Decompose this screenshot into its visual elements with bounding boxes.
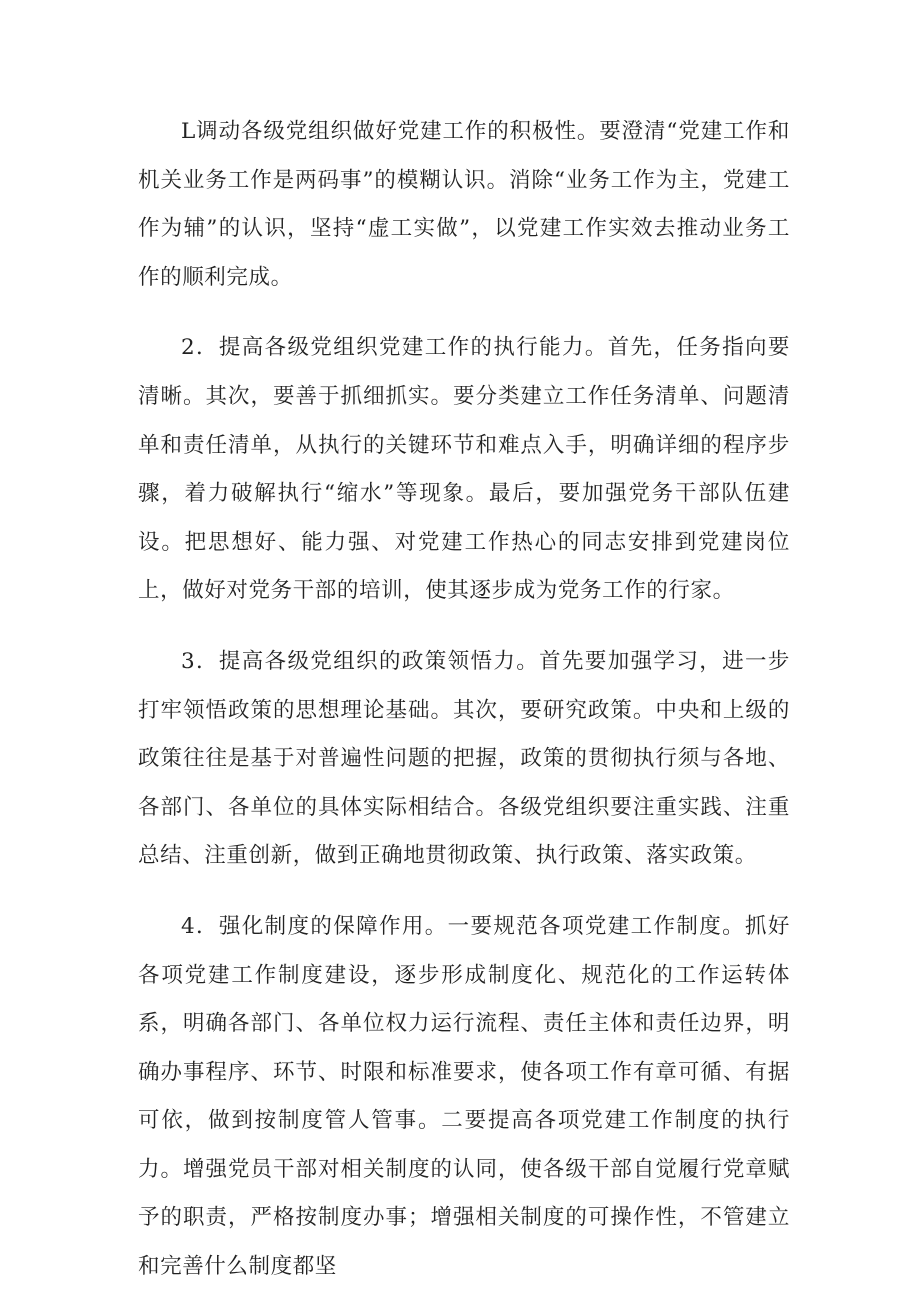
paragraph-3: 3．提高各级党组织的政策领悟力。首先要加强学习，进一步打牢领悟政策的思想理论基础。其次，要研究政策。中央和上级的政策往往是基于对普遍性问题的把握，政策的贯彻执行须与各地、各部门、各单位的具体实际相结合。各级党组织要注重实践、注重总结、注重创新，做到正确地贯彻政策、执行政策、落实政策。 <box>138 648 790 869</box>
paragraph-4: 4．强化制度的保障作用。一要规范各项党建工作制度。抓好各项党建工作制度建设，逐步形成制度化、规范化的工作运转体系，明确各部门、各单位权力运行流程、责任主体和责任边界，明确办事程序、环节、时限和标准要求，使各项工作有章可循、有据可依，做到按制度管人管事。二要提高各项党建工作制度的执行力。增强党员干部对相关制度的认同，使各级干部自觉履行党章赋予的职责，严格按制度办事；增强相关制度的可操作性，不管建立和完善什么制度都坚 <box>138 913 790 1280</box>
document-body <box>138 108 790 1314</box>
paragraph-2: 2．提高各级党组织党建工作的执行能力。首先，任务指向要清晰。其次，要善于抓细抓实。要分类建立工作任务清单、问题清单和责任清单，从执行的关键环节和难点入手，明确详细的程序步骤，着力破解执行“缩水”等现象。最后，要加强党务干部队伍建设。把思想好、能力强、对党建工作热心的同志安排到党建岗位上，做好对党务干部的培训，使其逐步成为党务工作的行家。 <box>138 335 790 604</box>
paragraph-1: L调动各级党组织做好党建工作的积极性。要澄清“党建工作和机关业务工作是两码事”的模糊认识。消除“业务工作为主，党建工作为辅”的认识，坚持“虚工实做”，以党建工作实效去推动业务工作的顺利完成。 <box>138 119 790 290</box>
